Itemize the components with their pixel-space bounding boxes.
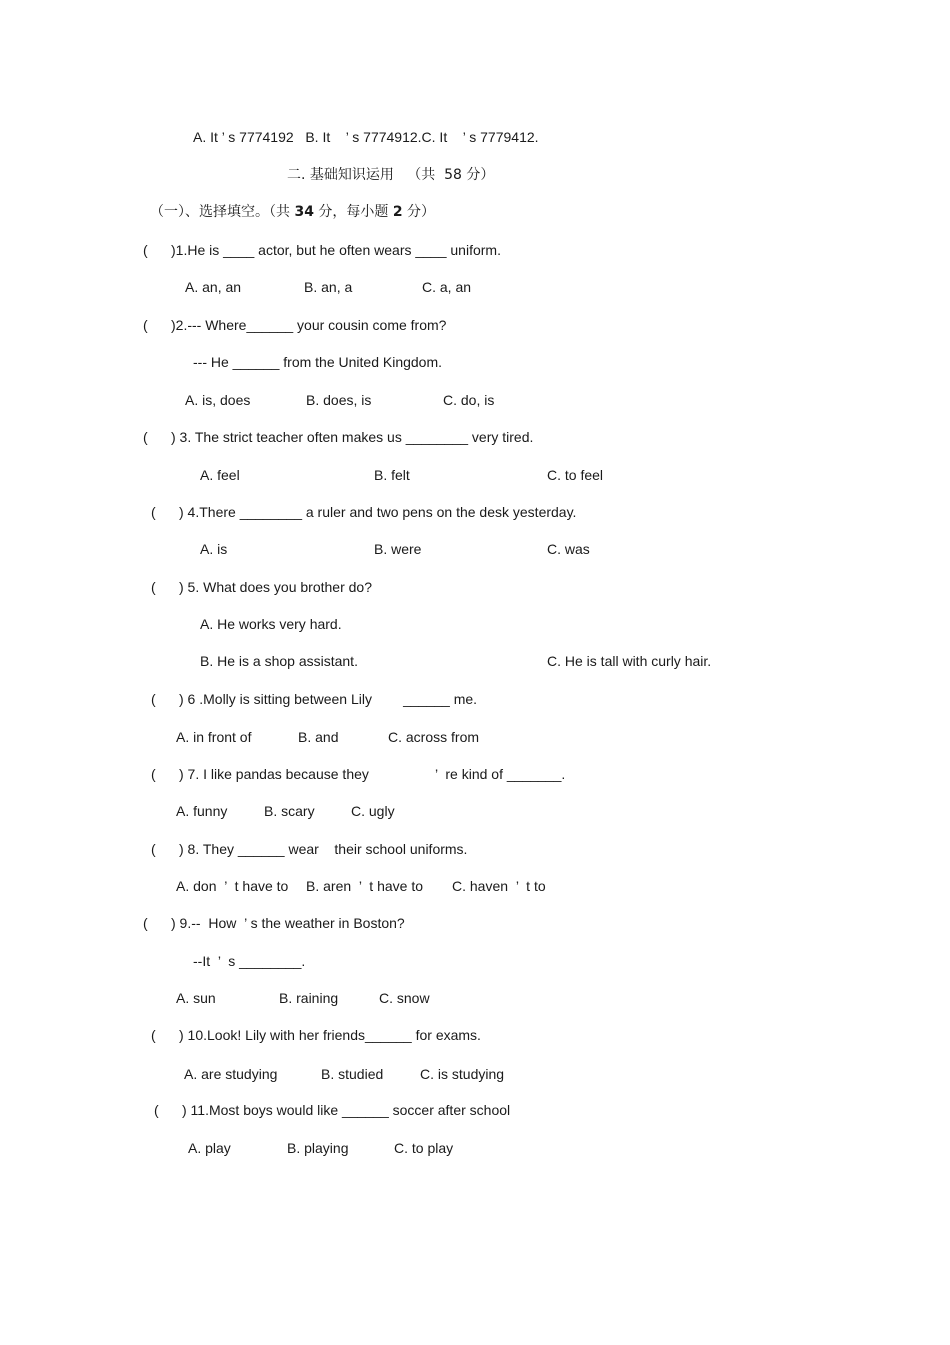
q3-option-b: B. felt — [374, 467, 410, 483]
q5-option-a: A. He works very hard. — [200, 616, 342, 632]
q2-option-c: C. do, is — [443, 392, 495, 408]
q6-option-a: A. in front of — [176, 729, 252, 745]
q8-option-c: C. haven ’ t to — [452, 878, 546, 894]
q1-option-c: C. a, an — [422, 279, 472, 295]
question-1: ( )1.He is ____ actor, but he often wears ____ uniform. — [143, 242, 501, 258]
q11-option-c: C. to play — [394, 1140, 454, 1156]
part-total-score: 34 — [294, 204, 314, 220]
question-5: ( ) 5. What does you brother do? — [151, 579, 372, 595]
part-heading-text-1: （一）、选择填空。（共 — [150, 204, 295, 220]
q8-option-b: B. aren ’ t have to — [306, 878, 423, 894]
q6-option-b: B. and — [298, 729, 339, 745]
question-6: ( ) 6 .Molly is sitting between Lily ______ me. — [151, 691, 478, 707]
q7-option-a: A. funny — [176, 803, 228, 819]
q11-option-a: A. play — [188, 1140, 231, 1156]
q7-option-b: B. scary — [264, 803, 315, 819]
part-each-score: 2 — [392, 204, 403, 220]
question-7: ( ) 7. I like pandas because they ’ re kind of _______. — [151, 766, 566, 782]
top-options: A. It ’ s 7774192 B. It ’ s 7774912.C. It ’ s 7779412. — [193, 129, 539, 145]
q5-option-b: B. He is a shop assistant. — [200, 653, 358, 669]
q4-option-b: B. were — [374, 541, 422, 557]
q3-option-c: C. to feel — [547, 467, 604, 483]
q7-option-c: C. ugly — [351, 803, 395, 819]
question-3: ( ) 3. The strict teacher often makes us ________ very tired. — [143, 429, 534, 445]
question-2-reply: --- He ______ from the United Kingdom. — [193, 354, 443, 370]
q9-option-b: B. raining — [279, 990, 339, 1006]
question-10: ( ) 10.Look! Lily with her friends______ for exams. — [151, 1027, 481, 1043]
q4-option-a: A. is — [200, 541, 228, 557]
part-heading-text-3: 分） — [402, 204, 436, 220]
question-4: ( ) 4.There ________ a ruler and two pens on the desk yesterday. — [151, 504, 577, 520]
question-9-reply: --It ’ s ________. — [193, 953, 306, 969]
question-11: ( ) 11.Most boys would like ______ soccer after school — [154, 1102, 511, 1118]
q10-option-a: A. are studying — [184, 1066, 278, 1082]
q10-option-c: C. is studying — [420, 1066, 505, 1082]
q3-option-a: A. feel — [200, 467, 240, 483]
q9-option-a: A. sun — [176, 990, 216, 1006]
q5-option-c: C. He is tall with curly hair. — [547, 653, 712, 669]
part-heading-text-2: 分，每小题 — [313, 204, 393, 220]
question-9: ( ) 9.-- How ’ s the weather in Boston? — [143, 915, 405, 931]
q8-option-a: A. don ’ t have to — [176, 878, 289, 894]
question-8: ( ) 8. They ______ wear their school uniforms. — [151, 841, 468, 857]
question-2: ( )2.--- Where______ your cousin come from? — [143, 317, 447, 333]
q2-option-b: B. does, is — [306, 392, 372, 408]
section-title: 二. 基础知识运用 （共 58 分） — [287, 167, 495, 183]
q2-option-a: A. is, does — [185, 392, 251, 408]
q6-option-c: C. across from — [388, 729, 480, 745]
q1-option-b: B. an, a — [304, 279, 353, 295]
q11-option-b: B. playing — [287, 1140, 349, 1156]
q9-option-c: C. snow — [379, 990, 430, 1006]
q4-option-c: C. was — [547, 541, 590, 557]
q10-option-b: B. studied — [321, 1066, 384, 1082]
q1-option-a: A. an, an — [185, 279, 242, 295]
part-heading — [150, 203, 435, 221]
